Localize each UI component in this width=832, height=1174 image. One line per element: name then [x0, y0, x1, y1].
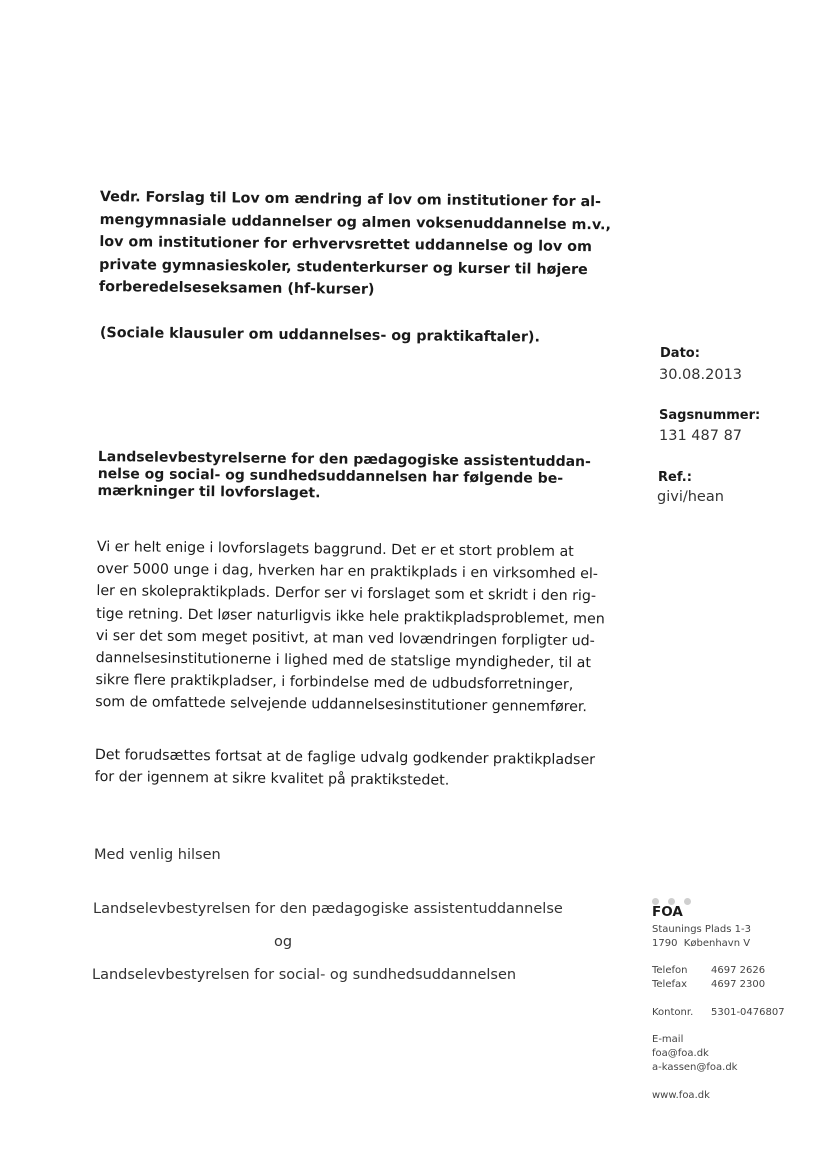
letter-title: [99, 186, 620, 304]
title-line: Vedr. Forslag til Lov om ændring af lov om institutioner for al-: [99, 188, 602, 211]
ref-value: givi/hean: [657, 489, 724, 505]
body-paragraph-1: [95, 536, 637, 719]
account-label: Kontonr.: [652, 1007, 694, 1018]
paragraph-line: for der igennem at sikre kvalitet på praktikstedet.: [94, 769, 450, 789]
paragraph-line: ler en skolepraktikplads. Derfor ser vi forslaget som et skridt i den rig-: [96, 583, 597, 605]
email-address-2[interactable]: a-kassen@foa.dk: [652, 1062, 738, 1073]
date-label: Dato:: [660, 346, 700, 361]
date-value: 30.08.2013: [659, 367, 743, 383]
logo-dot-icon: [684, 898, 691, 905]
heading-line: nelse og social- og sundhedsuddannelsen har følgende be-: [97, 465, 564, 487]
paragraph-line: som de omfattede selvejende uddannelsesinstitutioner gennemfører.: [95, 694, 588, 716]
title-line: private gymnasieskoler, studenterkurser og kurser til højere: [99, 256, 588, 278]
title-line: mengymnasiale uddannelser og almen voksenuddannelse m.v.,: [99, 211, 612, 233]
title-line: lov om institutioner for erhvervsrettet uddannelse og lov om: [99, 233, 593, 256]
section-heading: [97, 449, 618, 505]
sender-address-2: 1790 København V: [652, 938, 751, 949]
signature-line-2: Landselevbestyrelsen for social- og sundhedsuddannelsen: [92, 967, 517, 983]
heading-line: Landselevbestyrelserne for den pædagogiske assistentuddan-: [97, 449, 591, 471]
website-link[interactable]: www.foa.dk: [652, 1090, 710, 1101]
paragraph-line: Det forudsættes fortsat at de faglige udvalg godkender praktikpladser: [94, 746, 596, 769]
fax-value: 4697 2300: [711, 979, 766, 990]
letter-subtitle: (Sociale klausuler om uddannelses- og praktikaftaler).: [99, 325, 541, 346]
phone-label: Telefon: [652, 965, 688, 976]
sender-address-1: Staunings Plads 1-3: [652, 924, 751, 935]
signature-line-1: Landselevbestyrelsen for den pædagogiske assistentuddannelse: [93, 901, 563, 917]
phone-value: 4697 2626: [711, 965, 766, 976]
heading-line: mærkninger til lovforslaget.: [97, 482, 321, 502]
signature-joiner: og: [274, 934, 293, 950]
account-value: 5301-0476807: [711, 1007, 785, 1018]
case-number-value: 131 487 87: [659, 428, 743, 444]
paragraph-line: Vi er helt enige i lovforslagets baggrund. Det er et stort problem at: [96, 538, 574, 560]
paragraph-line: sikre flere praktikpladser, i forbindelse med de udbudsforretninger,: [95, 672, 574, 694]
ref-label: Ref.:: [658, 470, 692, 485]
paragraph-line: vi ser det som meget positivt, at man ved lovændringen forpligter ud-: [95, 627, 595, 650]
sender-name: FOA: [652, 904, 683, 920]
email-address-1[interactable]: foa@foa.dk: [652, 1048, 709, 1059]
email-label: E-mail: [652, 1034, 684, 1045]
paragraph-line: dannelsesinstitutionerne i lighed med de statslige myndigheder, til at: [95, 650, 592, 672]
case-number-label: Sagsnummer:: [659, 408, 761, 423]
closing-greeting: Med venlig hilsen: [94, 847, 221, 863]
paragraph-line: tige retning. Det løser naturligvis ikke hele praktikpladsproblemet, men: [96, 605, 605, 627]
body-paragraph-2: [95, 744, 635, 794]
paragraph-line: over 5000 unge i dag, hverken har en praktikplads i en virksomhed el-: [96, 561, 599, 583]
fax-label: Telefax: [652, 979, 688, 990]
title-line: forberedelseseksamen (hf-kurser): [98, 278, 375, 298]
